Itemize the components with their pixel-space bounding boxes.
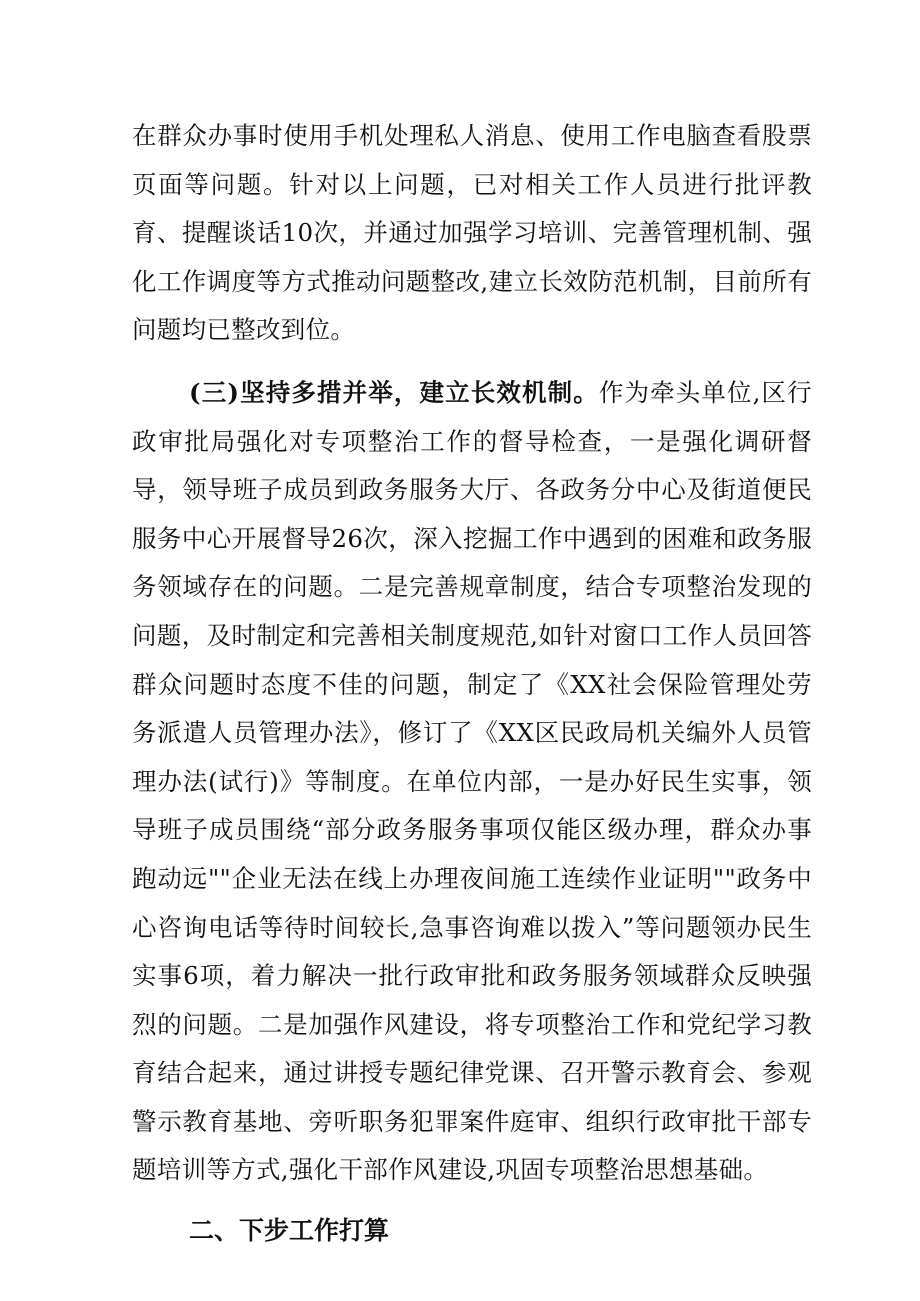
paragraph-lead-heading: (三)坚持多措并举，建立长效机制。: [189, 377, 599, 407]
paragraph-rectification: 在群众办事时使用手机处理私人消息、使用工作电脑查看股票页面等问题。针对以上问题，已对相关工作人员进行批评教育、提醒谈话10次，并通过加强学习培训、完善管理机制、强化工作调度等方式推动问题整改,建立长效防范机制，目前所有问题均已整改到位。: [132, 121, 812, 345]
document-page: [132, 112, 812, 1255]
paragraph-long-term-mechanism: [132, 369, 812, 1195]
paragraph-body-text: 作为牵头单位,区行政审批局强化对专项整治工作的督导检查，一是强化调研督导，领导班子成员到政务服务大厅、各政务分中心及街道便民服务中心开展督导26次，深入挖掘工作中遇到的困难和政务服务领域存在的问题。二是完善规章制度，结合专项整治发现的问题，及时制定和完善相关制度规范,如针对窗口工作人员回答群众问题时态度不佳的问题，制定了《XX社会保险管理处劳务派遣人员管理办法》，修订了《XX区民政局机关编外人员管理办法(试行)》等制度。在单位内部，一是办好民生实事，领导班子成员围绕“部分政务服务事项仅能区级办理，群众办事跑动远""企业无法在线上办理夜间施工连续作业证明""政务中心咨询电话等待时间较长,急事咨询难以拨入”等问题领办民生实事6项，着力解决一批行政审批和政务服务领域群众反映强烈的问题。二是加强作风建设，将专项整治工作和党纪学习教育结合起来，通过讲授专题纪律党课、召开警示教育会、参观警示教育基地、旁听职务犯罪案件庭审、组织行政审批干部专题培训等方式,强化干部作风建设,巩固专项整治思想基础。: [132, 377, 812, 1185]
section-heading-next-steps: 二、下步工作打算: [189, 1216, 390, 1246]
